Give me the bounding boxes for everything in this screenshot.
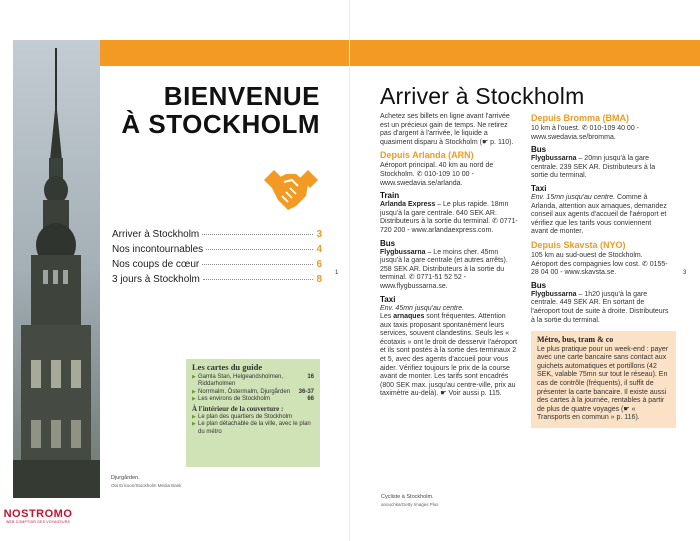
toc-dot-leader xyxy=(203,279,314,280)
triangle-bullet-icon: ▶ xyxy=(192,421,196,428)
toc-page-number: 3 xyxy=(316,229,322,240)
bus-heading: Bus xyxy=(380,238,396,248)
intro-paragraph: Achetez ses billets en ligne avant l'arrivée est un précieux gain de temps. Ne retirez pas d'argent à l'arrivée, le liquide a quasiment disparu à Stockholm (☛ p. 110). xyxy=(380,113,514,146)
bromma-heading: Depuis Bromma (BMA) xyxy=(531,113,630,123)
photo-caption-left xyxy=(111,474,182,490)
train-text: – Le plus rapide. 18mn jusqu'à la gare centrale. 640 SEK AR. Distributeurs à la sortie du terminal. ✆ 0771-720 200 - www.arlandaexpress.com. xyxy=(380,201,518,234)
left-column xyxy=(380,113,518,399)
page-title: Arriver à Stockholm xyxy=(380,83,585,109)
toc-item-label: Nos incontournables xyxy=(112,244,204,255)
taxi-heading: Taxi xyxy=(380,294,396,304)
welcome-title xyxy=(121,82,320,138)
toc-item[interactable] xyxy=(112,244,322,259)
taxi-text-b: sont fréquentes. Attention aux taxis proposant spontanément leurs services, souvent clandestins. Seuls les « écotaxis » ont le droit de desservir l'aéroport et ils sont postés à la sortie des terminaux 2 et 5, avec des agents d'accueil pour vous aider. Vérifiez toujours le prix de la course avant de monter. Les tarifs sont encadrés (800 SEK max. jusqu'au centre-ville, prix au taximètre au-delà). ☛ Voir aussi p. 115. xyxy=(380,313,518,398)
toc-page-number: 8 xyxy=(316,274,322,285)
skavsta-bus-text: – 1h20 jusqu'à la gare centrale. 449 SEK AR. En sortant de l'aéroport tout de suite à droite. Distributeurs à la sortie du terminal. xyxy=(531,290,669,324)
page-number-right: 3 xyxy=(683,270,687,276)
handshake-icon xyxy=(262,166,320,216)
maps-box-title: Les cartes du guide xyxy=(192,362,263,372)
map-item-page: 36-37 xyxy=(298,388,314,395)
bromma-bus-name: Flygbussarna xyxy=(531,155,577,163)
toc-item[interactable] xyxy=(112,274,322,289)
toc-page-number: 6 xyxy=(316,259,322,270)
map-list-item[interactable] xyxy=(192,396,314,403)
skavsta-bus-name: Flygbussarna xyxy=(531,290,577,298)
map-item-page: 66 xyxy=(307,395,314,402)
toc-dot-leader xyxy=(202,234,313,235)
orange-header-band xyxy=(100,40,350,66)
taxi-bold: arnaques xyxy=(393,313,425,321)
bromma-description: 10 km à l'ouest. ✆ 010-109 40 00 - www.swedavia.se/bromma. xyxy=(531,125,639,141)
taxi-text-a: Les xyxy=(380,313,394,321)
bus-text: – Le moins cher. 45mn jusqu'à la gare centrale (et autres arrêts). 258 SEK AR. Distributeurs à la sortie du terminal. ✆ 0771-51 52 52 - www.flygbussarna.se. xyxy=(380,248,508,290)
arlanda-heading: Depuis Arlanda (ARN) xyxy=(380,150,474,161)
cover-map-label: Le plan détachable de la ville, avec le plan du métro xyxy=(198,421,311,435)
triangle-bullet-icon: ▶ xyxy=(192,374,196,381)
bromma-bus-text: – 20mn jusqu'à la gare centrale. 239 SEK AR. Distributeurs à la sortie du terminal. xyxy=(531,155,656,180)
bromma-taxi-heading: Taxi xyxy=(531,183,547,193)
cover-map-item xyxy=(192,421,314,435)
train-heading: Train xyxy=(380,191,400,201)
bromma-bus-paragraph xyxy=(531,155,669,181)
right-page xyxy=(350,0,700,541)
caption-text: Cycliste à Stockholm. xyxy=(381,494,434,500)
map-item-label: Gamla Stan, Helgeandsholmen, Riddarholmen xyxy=(198,374,284,388)
triangle-bullet-icon: ▶ xyxy=(192,414,196,421)
table-of-contents xyxy=(112,229,322,289)
nostromo-logo xyxy=(3,508,73,538)
skavsta-heading: Depuis Skavsta (NYO) xyxy=(531,239,626,250)
cover-map-label: Le plan des quartiers de Stockholm xyxy=(198,414,293,421)
metro-heading: Métro, bus, tram & co xyxy=(537,335,614,345)
metro-text: Le plus pratique pour un week-end : payer avec une carte bancaire sans contact aux guichets automatiques et portillons (42 SEK, valable 75mn sur tout le réseau). En cas de contrôle (fréquents), il suffit de présenter la carte bancaire. Il existe aussi des cartes à la journée, rentables à partir de plus de quatre voyages (☛ « Transports en commun » p. 116). xyxy=(537,345,669,422)
toc-item-label: Nos coups de cœur xyxy=(112,259,200,270)
metro-box xyxy=(531,331,676,428)
photo-credit: anouchka/Getty Images Plus xyxy=(381,502,439,507)
arlanda-description: Aéroport principal. 40 km au nord de Stockholm. ✆ 010-109 10 00 - www.swedavia.se/arlanda. xyxy=(380,162,494,187)
toc-page-number: 4 xyxy=(316,244,322,255)
bus-paragraph xyxy=(380,249,518,292)
bromma-bus-heading: Bus xyxy=(531,145,547,155)
skavsta-description: 105 km au sud-ouest de Stockholm. Aéroport des compagnies low cost. ✆ 0155-28 04 00 - www.skavsta.se. xyxy=(531,251,668,277)
bromma-taxi-paragraph xyxy=(531,194,669,237)
right-column xyxy=(531,113,669,428)
caption-text: Djurgården. xyxy=(111,475,140,481)
cover-map-item xyxy=(192,414,314,421)
map-item-label: Les environs de Stockholm xyxy=(198,395,271,402)
logo-name: NOSTROMO xyxy=(3,508,73,520)
page-number-left: 1 xyxy=(335,270,339,276)
toc-dot-leader xyxy=(202,264,313,265)
title-line-1: BIENVENUE xyxy=(163,81,320,111)
taxi-paragraph xyxy=(380,313,518,399)
triangle-bullet-icon: ▶ xyxy=(192,388,196,395)
maps-box xyxy=(186,359,320,467)
taxi-duration-text: Env. 45mn jusqu'au centre. xyxy=(380,304,465,312)
map-list-item[interactable] xyxy=(192,374,314,388)
photo-caption-right xyxy=(381,494,439,508)
map-item-label: Norrmalm, Östermalm, Djurgården xyxy=(198,388,291,395)
map-list-item[interactable] xyxy=(192,389,314,396)
church-spire-photo xyxy=(13,40,100,498)
toc-item[interactable] xyxy=(112,229,322,244)
bus-name: Flygbussarna xyxy=(380,248,426,256)
toc-item-label: 3 jours à Stockholm xyxy=(112,274,200,285)
toc-item-label: Arriver à Stockholm xyxy=(112,229,200,240)
orange-header-band xyxy=(350,40,700,66)
train-paragraph xyxy=(380,201,518,235)
taxi-duration xyxy=(380,305,518,314)
triangle-bullet-icon: ▶ xyxy=(192,395,196,402)
map-item-page: 16 xyxy=(307,374,314,381)
train-name: Arlanda Express xyxy=(380,201,436,209)
photo-credit: Ola Ericson/Stockholm Media Bank xyxy=(111,483,182,488)
maps-box-subtitle: À l'intérieur de la couverture : xyxy=(192,405,284,414)
bromma-taxi-text: Comme à Arlanda, attention aux arnaques, demandez conseil aux agents d'accueil de l'aéroport et vérifiez que les tarifs vous conviennent avant de monter. xyxy=(531,193,667,236)
logo-tagline: WEB COMPTOIR DES VOYAGEURS xyxy=(6,520,70,524)
toc-dot-leader xyxy=(206,249,313,250)
toc-item[interactable] xyxy=(112,259,322,274)
skavsta-bus-heading: Bus xyxy=(531,280,547,290)
title-line-2: À STOCKHOLM xyxy=(121,109,320,139)
skavsta-bus-paragraph xyxy=(531,291,669,325)
bromma-taxi-duration: Env. 15mn jusqu'au centre. xyxy=(531,193,616,201)
